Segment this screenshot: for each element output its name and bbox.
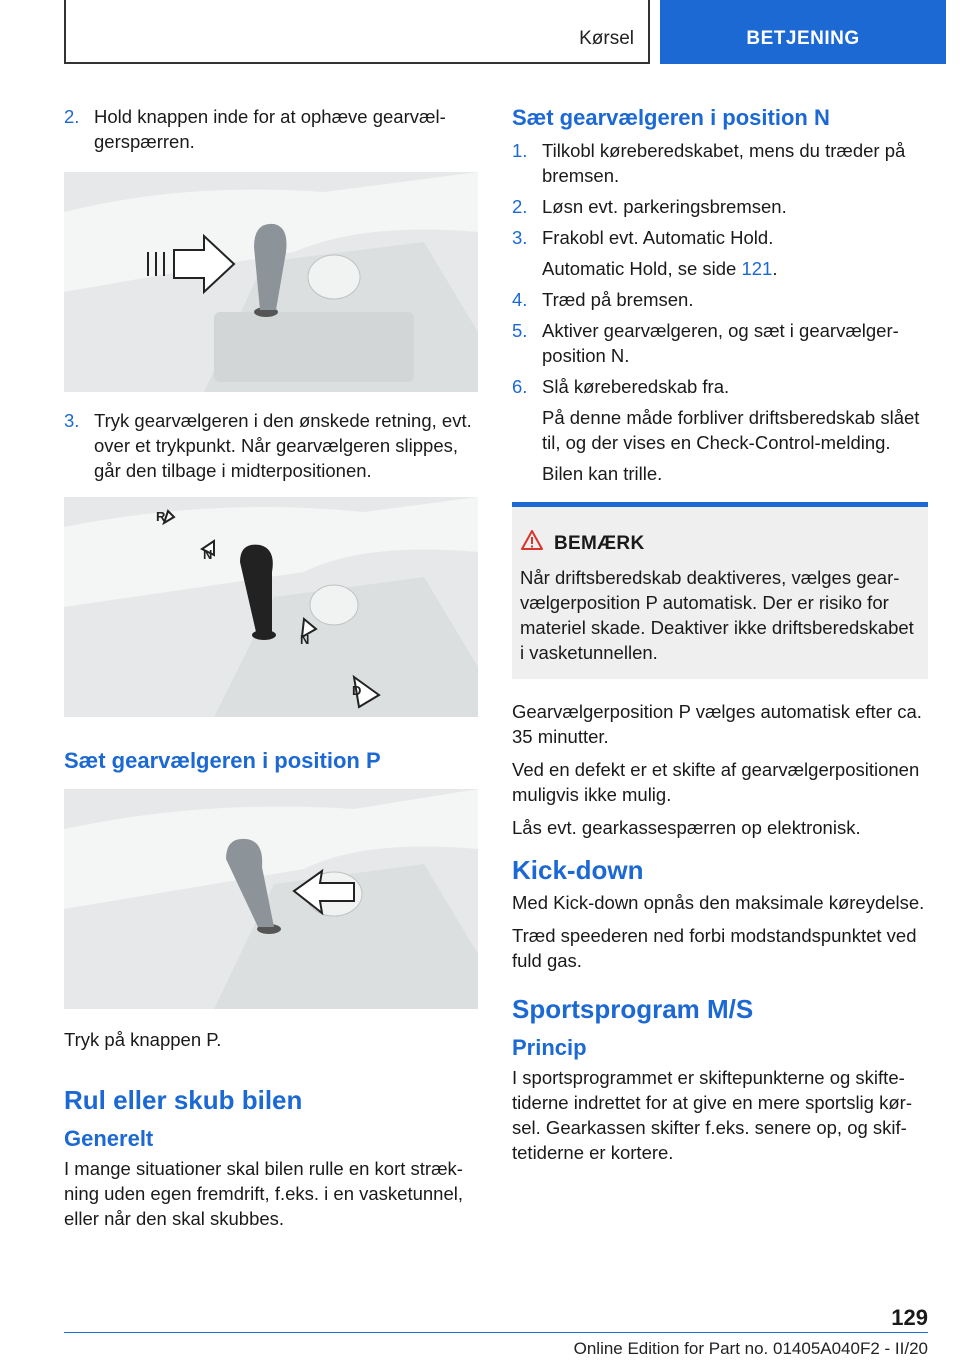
step-text: Slå køreberedskab fra. [542, 376, 730, 397]
left-column [64, 104, 484, 1239]
autohold-reference-end: . [772, 258, 778, 279]
step-number: 4. [512, 289, 528, 310]
header-section-box [64, 0, 650, 64]
step-text: Løsn evt. parkeringsbremsen. [542, 196, 787, 217]
subheading-principle: Princip [512, 1035, 587, 1060]
step-n-2 [512, 194, 928, 219]
step-text: Frakobl evt. Automatic Hold. [542, 227, 774, 248]
step-n-6 [512, 374, 928, 399]
heading-position-p: Sæt gearvælgeren i position P [64, 748, 381, 773]
principle-text: I sportsprogrammet er skiftepunkterne og skiftetiderne indrettet for at give en mere sportslig kørsel. Gearkassen skifter f.eks. senere op, og skiftetiderne er kortere. [512, 1067, 912, 1163]
header-section-title: Kørsel [579, 28, 634, 49]
paragraph-defect: Ved en defekt er et skifte af gearvælgerpositionen muligvis ikke mulig. [512, 759, 920, 805]
heading-kickdown: Kick-down [512, 855, 644, 885]
notice-header [520, 529, 916, 557]
autohold-reference [512, 256, 928, 281]
page-link-121[interactable]: 121 [741, 258, 773, 279]
step-n-3 [512, 225, 928, 250]
heading-roll-push: Rul eller skub bilen [64, 1085, 303, 1115]
header-chapter-tab [660, 0, 946, 64]
notice-box [512, 502, 928, 679]
step-text: Hold knappen inde for at ophæve gearvælgerspærren. [94, 106, 446, 152]
gear-selector-unlock-image [64, 172, 478, 392]
notice-title: BEMÆRK [554, 532, 645, 554]
step-text: Tryk gearvælgeren i den ønskede retning, evt. over et trykpunkt. Når gearvælgeren slippes, går den tilbage i midterpositionen. [94, 410, 472, 481]
step-number: 6. [512, 376, 528, 397]
caption-position-p: Tryk på knappen P. [64, 1029, 222, 1050]
edition-info: Online Edition for Part no. 01405A040F2 - II/20 [573, 1339, 928, 1358]
paragraph-unlock: Lås evt. gearkassespærren op elektronisk. [512, 817, 861, 838]
step-2 [64, 104, 484, 154]
step-number: 5. [512, 320, 528, 341]
step-number: 3. [64, 410, 80, 431]
step-n-5 [512, 318, 928, 368]
page-number: 129 [891, 1305, 928, 1330]
step-3 [64, 408, 484, 483]
step-text: Tilkobl køreberedskabet, mens du træder på bremsen. [542, 140, 906, 186]
header-chapter-title: BETJENING [746, 28, 860, 49]
autohold-reference-text: Automatic Hold, se side [542, 258, 742, 279]
step-text: Aktiver gearvælgeren, og sæt i gearvælgerposition N. [542, 320, 899, 366]
shift-label-n-upper: N [203, 547, 213, 562]
gear-selector-p-button-image [64, 789, 478, 1009]
kickdown-text-2: Træd speederen ned forbi modstandspunktet ved fuld gas. [512, 925, 917, 971]
step-6-note-1: På denne måde forbliver driftsberedskab slået til, og der vises en Check-Control-melding. [542, 407, 920, 453]
notice-text: Når driftsberedskab deaktiveres, vælges gearvælgerposition P automatisk. Der er risiko for materiel skade. Deaktiver ikke driftsberedskabet i vasketunnellen. [520, 567, 914, 663]
heading-sport-program: Sportsprogram M/S [512, 994, 754, 1024]
step-text: Træd på bremsen. [542, 289, 694, 310]
shift-label-n-lower: N [300, 632, 310, 647]
step-6-note-2: Bilen kan trille. [542, 463, 663, 484]
general-text: I mange situationer skal bilen rulle en kort strækning uden egen fremdrift, f.eks. i en vasketunnel, eller når den skal skubbes. [64, 1158, 464, 1229]
paragraph-auto-p: Gearvælgerposition P vælges automatisk efter ca. 35 minutter. [512, 701, 922, 747]
step-number: 1. [512, 140, 528, 161]
step-n-4 [512, 287, 928, 312]
warning-icon [520, 529, 554, 557]
right-column [512, 104, 928, 1173]
kickdown-text-1: Med Kick-down opnås den maksimale køreydelse. [512, 892, 925, 913]
footer-divider [64, 1332, 928, 1333]
step-number: 2. [64, 106, 80, 127]
heading-position-n: Sæt gearvælgeren i position N [512, 105, 830, 130]
subheading-general: Generelt [64, 1126, 154, 1151]
step-number: 3. [512, 227, 528, 248]
shift-label-r: R [156, 509, 166, 524]
shift-label-d: D [352, 683, 362, 698]
step-number: 2. [512, 196, 528, 217]
step-n-1 [512, 138, 928, 188]
gear-selector-positions-image [64, 497, 478, 717]
